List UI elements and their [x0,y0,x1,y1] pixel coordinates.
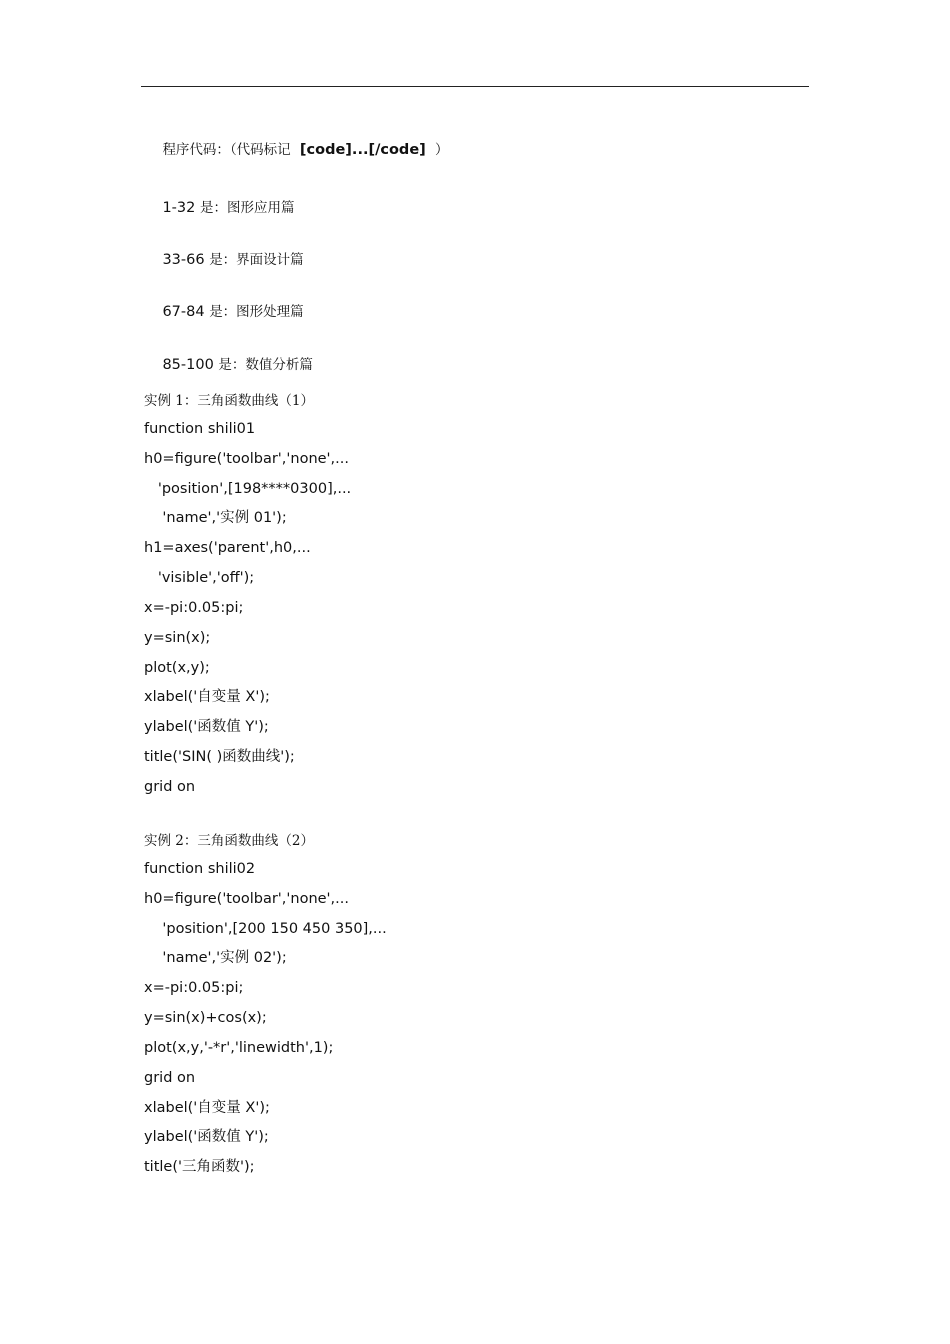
section-line [144,338,313,392]
code-tag-markup: [code]...[/code] [299,142,426,158]
section-line [144,285,304,339]
section-title: 是：图形处理篇 [209,304,304,320]
code-line: title('SIN( )函数曲线'); [144,749,295,765]
code-line: h0=figure('toolbar','none',... [144,891,349,907]
code-line: plot(x,y,'-*r','linewidth',1); [144,1040,334,1056]
code-line: x=-pi:0.05:pi; [144,980,244,996]
code-line: h0=figure('toolbar','none',... [144,451,349,467]
code-line: title('三角函数'); [144,1159,255,1175]
code-line: xlabel('自变量 X'); [144,689,270,705]
code-line: grid on [144,779,196,795]
code-line: ylabel('函数值 Y'); [144,1129,269,1145]
code-line: 'name','实例 02'); [144,950,287,966]
code-line: function shili01 [144,421,256,437]
section-title: 是：界面设计篇 [209,252,304,268]
code-line: 'position',[200 150 450 350],... [144,921,387,937]
program-code-line [144,123,449,177]
section-title: 是：图形应用篇 [199,200,295,216]
section-line [144,181,294,235]
example-1-heading: 实例 1：三角函数曲线（1） [144,393,314,409]
code-line: 'visible','off'); [144,570,255,586]
code-line: 'name','实例 01'); [144,510,287,526]
section-range: 85-100 [162,357,214,373]
header-rule [141,86,809,87]
section-range: 33-66 [162,252,205,268]
code-line: plot(x,y); [144,660,210,676]
code-line: xlabel('自变量 X'); [144,1100,270,1116]
code-line: h1=axes('parent',h0,... [144,540,311,556]
code-tag-open: （代码标记 [229,142,291,158]
section-range: 67-84 [162,304,205,320]
section-line [144,233,304,287]
program-code-label: 程序代码： [162,142,230,158]
code-line: grid on [144,1070,196,1086]
code-line: y=sin(x); [144,630,211,646]
code-line: 'position',[198****0300],... [144,481,352,497]
code-line: function shili02 [144,861,256,877]
code-line: ylabel('函数值 Y'); [144,719,269,735]
example-2-heading: 实例 2：三角函数曲线（2） [144,833,314,849]
code-line: x=-pi:0.05:pi; [144,600,244,616]
code-tag-close: ） [435,142,449,158]
code-line: y=sin(x)+cos(x); [144,1010,267,1026]
section-title: 是：数值分析篇 [218,357,313,373]
section-range: 1-32 [162,200,196,216]
